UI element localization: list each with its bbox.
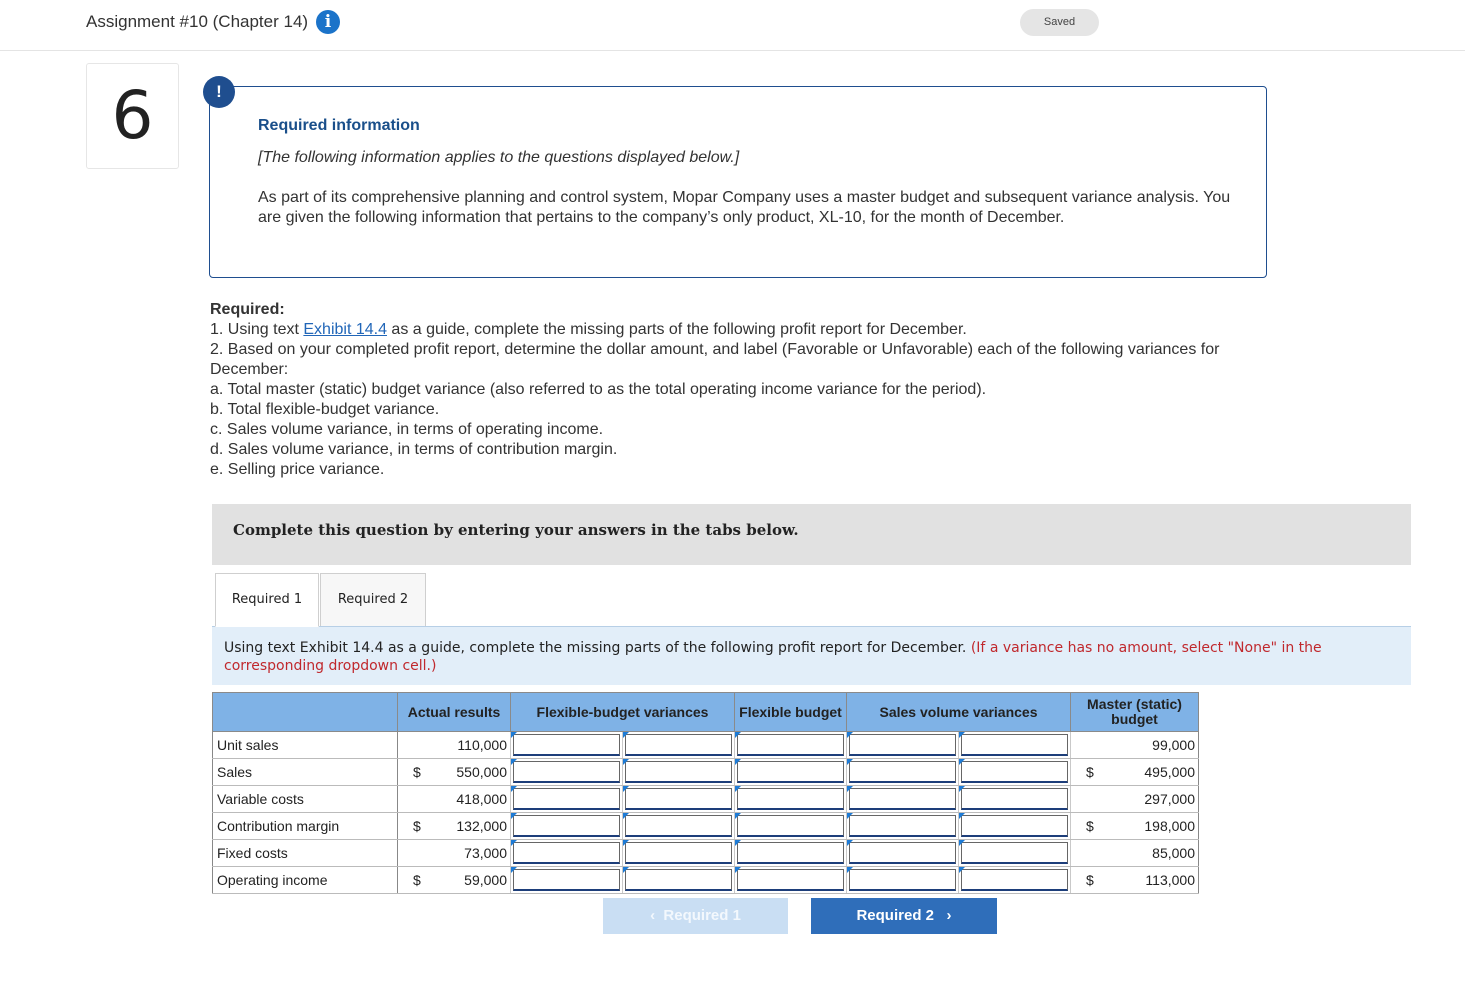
dropdown-marker-icon xyxy=(959,813,965,819)
answer-input[interactable] xyxy=(961,761,1068,783)
sales-volume-label-select[interactable] xyxy=(959,867,1071,894)
row-label: Unit sales xyxy=(213,732,398,759)
sales-volume-label-select[interactable] xyxy=(959,840,1071,867)
actual-currency: $ xyxy=(398,867,423,894)
required-item-d: d. Sales volume variance, in terms of contribution margin. xyxy=(210,441,618,458)
flexible-budget-input[interactable] xyxy=(735,759,847,786)
instructions-text: Using text Exhibit 14.4 as a guide, complete the missing parts of the following profit report for December. xyxy=(224,640,967,656)
master-value: 99,000 xyxy=(1096,732,1199,759)
dropdown-marker-icon xyxy=(847,786,853,792)
alert-icon: ! xyxy=(203,76,235,108)
dropdown-marker-icon xyxy=(735,840,741,846)
dropdown-marker-icon xyxy=(735,732,741,738)
dropdown-marker-icon xyxy=(847,759,853,765)
answer-input[interactable] xyxy=(625,788,732,810)
flex-variance-label-select[interactable] xyxy=(623,786,735,813)
chevron-left-icon: ‹ xyxy=(650,907,656,924)
dropdown-marker-icon xyxy=(511,786,517,792)
header-flexible-budget-variances: Flexible-budget variances xyxy=(511,693,735,732)
master-currency: $ xyxy=(1071,867,1096,894)
answer-input[interactable] xyxy=(849,869,956,891)
dropdown-marker-icon xyxy=(511,840,517,846)
answer-input[interactable] xyxy=(513,788,620,810)
dropdown-marker-icon xyxy=(623,786,629,792)
actual-value: 132,000 xyxy=(423,813,511,840)
actual-value: 59,000 xyxy=(423,867,511,894)
required-information-box xyxy=(209,86,1267,278)
flex-variance-label-select[interactable] xyxy=(623,813,735,840)
flex-variance-amount-input[interactable] xyxy=(511,732,623,759)
sales-volume-amount-input[interactable] xyxy=(847,867,959,894)
answer-input[interactable] xyxy=(513,869,620,891)
row-label: Fixed costs xyxy=(213,840,398,867)
answer-input[interactable] xyxy=(513,761,620,783)
sales-volume-amount-input[interactable] xyxy=(847,840,959,867)
header-blank xyxy=(213,693,398,732)
instructions-note: (If a variance has no amount, select "None" in the corresponding dropdown cell.) xyxy=(224,640,1322,674)
required-item-a: a. Total master (static) budget variance (also referred to as the total operating income variance for the period). xyxy=(210,381,987,398)
master-currency xyxy=(1071,840,1096,867)
answer-input[interactable] xyxy=(513,734,620,756)
flex-variance-label-select[interactable] xyxy=(623,840,735,867)
table-row xyxy=(213,867,1199,894)
flexible-budget-input[interactable] xyxy=(735,732,847,759)
table-row xyxy=(213,786,1199,813)
answer-input[interactable] xyxy=(961,734,1068,756)
answer-input[interactable] xyxy=(737,734,844,756)
header-flexible-budget: Flexible budget xyxy=(735,693,847,732)
answer-input[interactable] xyxy=(625,734,732,756)
flex-variance-label-select[interactable] xyxy=(623,759,735,786)
header-actual-results: Actual results xyxy=(398,693,511,732)
master-value: 297,000 xyxy=(1096,786,1199,813)
dropdown-marker-icon xyxy=(847,813,853,819)
answer-input[interactable] xyxy=(625,842,732,864)
flexible-budget-input[interactable] xyxy=(735,840,847,867)
actual-currency xyxy=(398,786,423,813)
dropdown-marker-icon xyxy=(735,759,741,765)
dropdown-marker-icon xyxy=(623,732,629,738)
dropdown-marker-icon xyxy=(735,867,741,873)
required-item-e: e. Selling price variance. xyxy=(210,461,385,478)
required-information-subtitle: [The following information applies to the questions displayed below.] xyxy=(258,149,740,166)
sales-volume-amount-input[interactable] xyxy=(847,813,959,840)
dropdown-marker-icon xyxy=(511,867,517,873)
required-item-2: 2. Based on your completed profit report, determine the dollar amount, and label (Favorable or Unfavorable) each of the following variances for December: xyxy=(210,341,1220,378)
sales-volume-label-select[interactable] xyxy=(959,813,1071,840)
dropdown-marker-icon xyxy=(847,867,853,873)
dropdown-marker-icon xyxy=(735,813,741,819)
dropdown-marker-icon xyxy=(847,840,853,846)
tab-required-2[interactable]: Required 2 xyxy=(320,573,426,627)
assignment-title: Assignment #10 (Chapter 14) xyxy=(86,12,309,31)
required-information-title: Required information xyxy=(258,117,420,134)
dropdown-marker-icon xyxy=(511,813,517,819)
dropdown-marker-icon xyxy=(623,759,629,765)
table-row xyxy=(213,813,1199,840)
dropdown-marker-icon xyxy=(623,840,629,846)
table-header-row xyxy=(213,693,1199,732)
actual-currency xyxy=(398,840,423,867)
sales-volume-amount-input[interactable] xyxy=(847,786,959,813)
answer-input[interactable] xyxy=(849,815,956,837)
answer-input[interactable] xyxy=(737,842,844,864)
tab-required-1[interactable]: Required 1 xyxy=(215,573,319,627)
top-bar xyxy=(0,0,1465,51)
answer-input[interactable] xyxy=(625,869,732,891)
flexible-budget-input[interactable] xyxy=(735,786,847,813)
flex-variance-label-select[interactable] xyxy=(623,867,735,894)
answer-input[interactable] xyxy=(737,815,844,837)
actual-value: 550,000 xyxy=(423,759,511,786)
info-icon[interactable]: i xyxy=(316,10,340,34)
answer-input[interactable] xyxy=(737,788,844,810)
master-value: 495,000 xyxy=(1096,759,1199,786)
required-item-1: 1. Using text Exhibit 14.4 as a guide, complete the missing parts of the following profit report for December. xyxy=(210,321,967,338)
actual-value: 73,000 xyxy=(423,840,511,867)
dropdown-marker-icon xyxy=(959,732,965,738)
master-value: 113,000 xyxy=(1096,867,1199,894)
profit-report-table xyxy=(212,692,1199,894)
saved-status-badge: Saved xyxy=(1020,9,1099,36)
dropdown-marker-icon xyxy=(959,759,965,765)
master-value: 198,000 xyxy=(1096,813,1199,840)
table-row xyxy=(213,732,1199,759)
answer-input[interactable] xyxy=(737,761,844,783)
flexible-budget-input[interactable] xyxy=(735,867,847,894)
header-sales-volume-variances: Sales volume variances xyxy=(847,693,1071,732)
row-label: Variable costs xyxy=(213,786,398,813)
answer-input[interactable] xyxy=(849,842,956,864)
table-row xyxy=(213,840,1199,867)
question-number: 6 xyxy=(86,63,179,169)
complete-question-bar xyxy=(212,504,1411,565)
dropdown-marker-icon xyxy=(959,786,965,792)
master-currency: $ xyxy=(1071,813,1096,840)
answer-input[interactable] xyxy=(625,815,732,837)
sales-volume-amount-input[interactable] xyxy=(847,732,959,759)
sales-volume-amount-input[interactable] xyxy=(847,759,959,786)
answer-input[interactable] xyxy=(737,869,844,891)
flex-variance-amount-input[interactable] xyxy=(511,759,623,786)
flex-variance-amount-input[interactable] xyxy=(511,813,623,840)
answer-input[interactable] xyxy=(849,734,956,756)
required-heading: Required: xyxy=(210,301,285,318)
row-label: Operating income xyxy=(213,867,398,894)
answer-input[interactable] xyxy=(961,869,1068,891)
flexible-budget-input[interactable] xyxy=(735,813,847,840)
flex-variance-amount-input[interactable] xyxy=(511,840,623,867)
dropdown-marker-icon xyxy=(623,867,629,873)
instructions-bar xyxy=(212,626,1411,685)
required-item-b: b. Total flexible-budget variance. xyxy=(210,401,440,418)
dropdown-marker-icon xyxy=(847,732,853,738)
answer-input[interactable] xyxy=(961,842,1068,864)
sales-volume-label-select[interactable] xyxy=(959,732,1071,759)
sales-volume-label-select[interactable] xyxy=(959,786,1071,813)
dropdown-marker-icon xyxy=(623,813,629,819)
required-information-body: As part of its comprehensive planning and control system, Mopar Company uses a master budget and subsequent variance analysis. You are given the following information that pertains to the company’s only product, XL-10, for the month of December. xyxy=(258,189,1231,226)
prev-required-1-button[interactable]: ‹ Required 1 xyxy=(603,898,788,934)
dropdown-marker-icon xyxy=(511,732,517,738)
actual-currency xyxy=(398,732,423,759)
required-section xyxy=(210,300,1270,480)
master-currency xyxy=(1071,786,1096,813)
answer-input[interactable] xyxy=(513,842,620,864)
answer-input[interactable] xyxy=(961,815,1068,837)
row-label: Sales xyxy=(213,759,398,786)
header-master-budget: Master (static) budget xyxy=(1071,693,1199,732)
chevron-right-icon: › xyxy=(946,907,952,924)
dropdown-marker-icon xyxy=(735,786,741,792)
table-row xyxy=(213,759,1199,786)
next-required-2-button[interactable]: Required 2 › xyxy=(811,898,997,934)
dropdown-marker-icon xyxy=(959,867,965,873)
answer-input[interactable] xyxy=(513,815,620,837)
complete-question-text: Complete this question by entering your answers in the tabs below. xyxy=(233,521,799,539)
actual-value: 110,000 xyxy=(423,732,511,759)
sales-volume-label-select[interactable] xyxy=(959,759,1071,786)
row-label: Contribution margin xyxy=(213,813,398,840)
answer-input[interactable] xyxy=(849,761,956,783)
master-currency xyxy=(1071,732,1096,759)
flex-variance-amount-input[interactable] xyxy=(511,786,623,813)
required-item-c: c. Sales volume variance, in terms of operating income. xyxy=(210,421,604,438)
exhibit-link[interactable]: Exhibit 14.4 xyxy=(303,321,387,338)
answer-input[interactable] xyxy=(849,788,956,810)
actual-currency: $ xyxy=(398,759,423,786)
answer-input[interactable] xyxy=(961,788,1068,810)
flex-variance-label-select[interactable] xyxy=(623,732,735,759)
flex-variance-amount-input[interactable] xyxy=(511,867,623,894)
dropdown-marker-icon xyxy=(959,840,965,846)
answer-input[interactable] xyxy=(625,761,732,783)
master-currency: $ xyxy=(1071,759,1096,786)
actual-value: 418,000 xyxy=(423,786,511,813)
actual-currency: $ xyxy=(398,813,423,840)
master-value: 85,000 xyxy=(1096,840,1199,867)
dropdown-marker-icon xyxy=(511,759,517,765)
